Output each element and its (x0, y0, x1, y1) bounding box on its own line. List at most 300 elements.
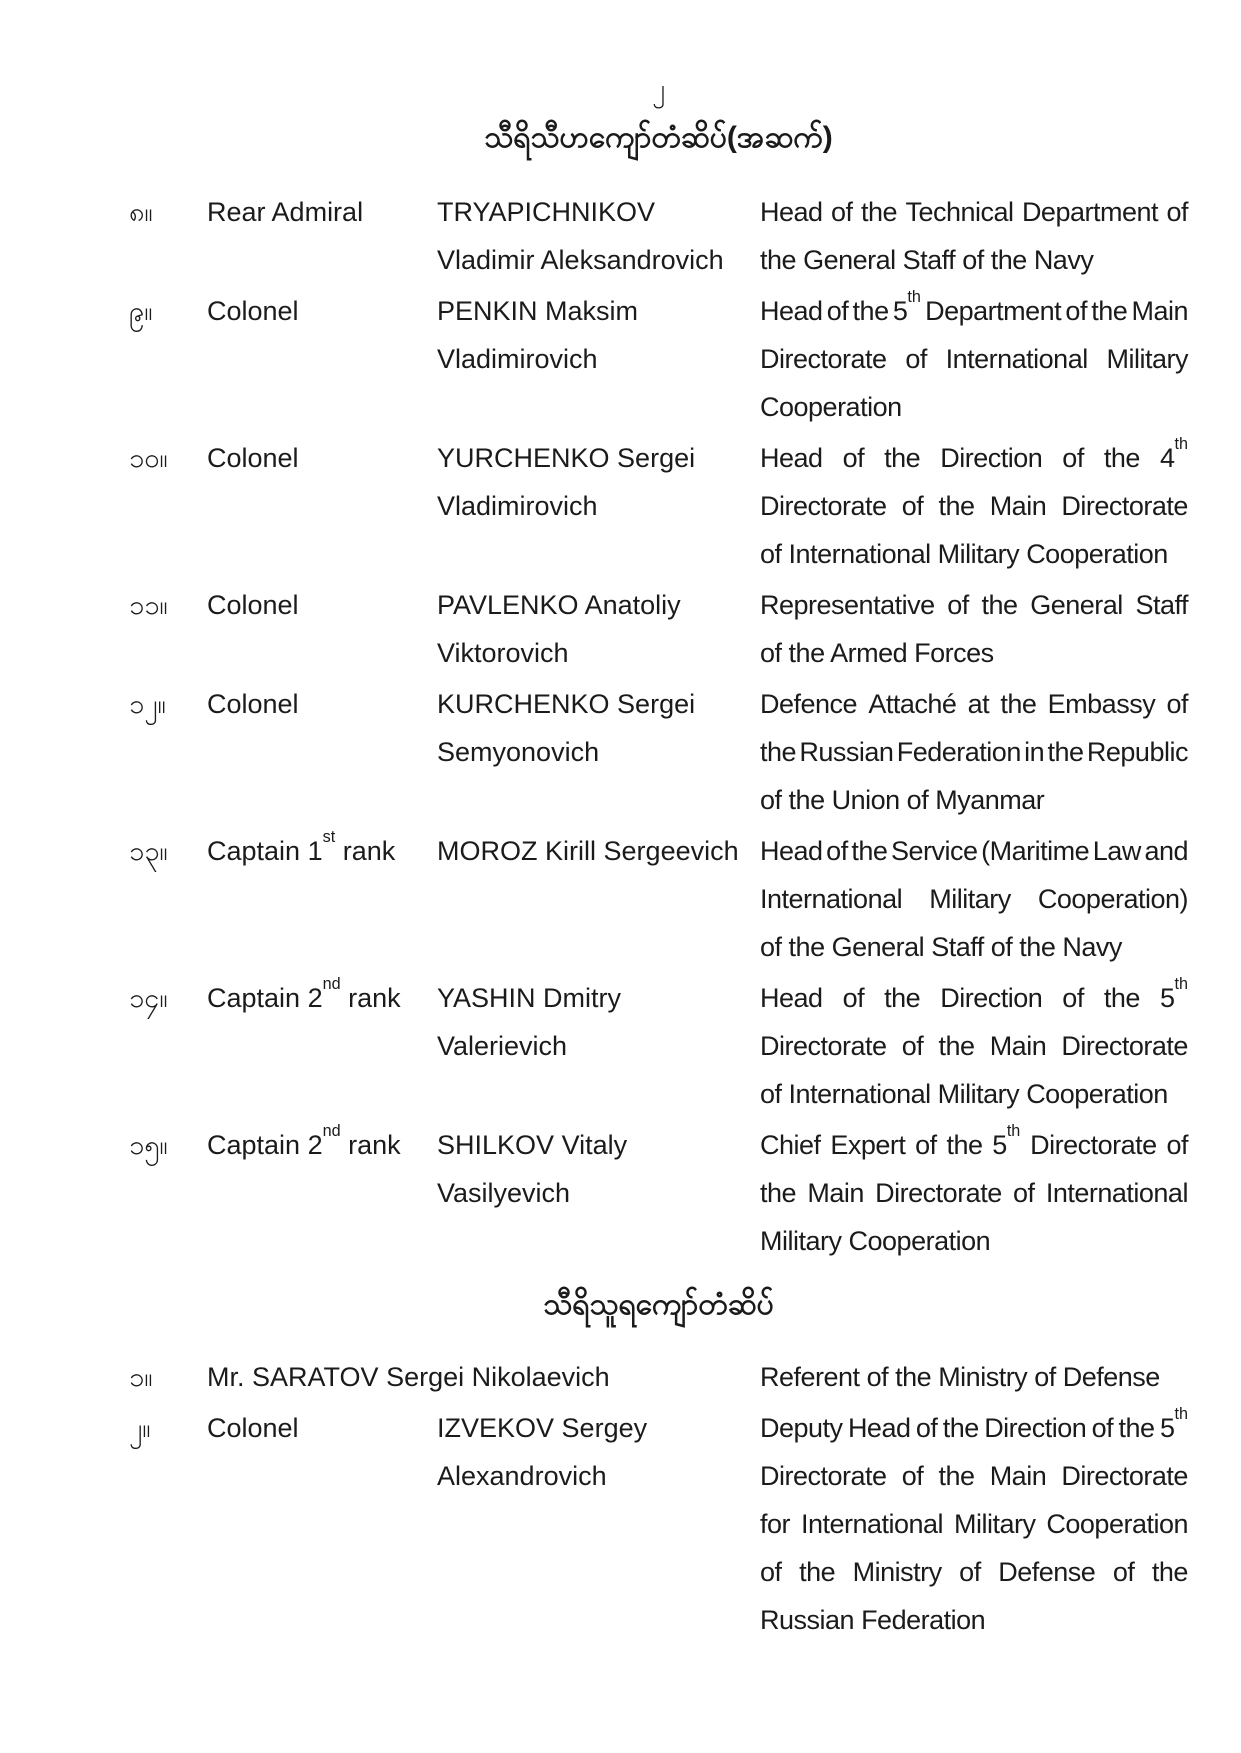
word: Expert (830, 1130, 906, 1160)
word: Chief (760, 1130, 821, 1160)
word: SHILKOV (437, 1130, 555, 1160)
word: Republic (1086, 737, 1188, 767)
word: the (799, 1557, 836, 1587)
word: ၁။ (129, 1362, 153, 1392)
word: ၉။ (129, 296, 153, 326)
word: International (800, 1509, 944, 1539)
entry-name (437, 287, 760, 431)
word: of (1062, 983, 1084, 1013)
word: Directorate (760, 1461, 887, 1491)
word: of (962, 245, 984, 275)
text-line (760, 1548, 1188, 1596)
text-line (760, 1500, 1188, 1548)
word: of (842, 983, 865, 1013)
text-line (129, 188, 207, 236)
word: 1st (307, 827, 336, 866)
word: the (760, 245, 797, 275)
text-line (207, 680, 437, 728)
text-line (760, 1022, 1188, 1070)
word: Defense (998, 1557, 1096, 1587)
text-line (129, 1353, 207, 1401)
word: the (895, 1362, 932, 1392)
word: 5th (1159, 974, 1188, 1013)
entry-position (760, 581, 1188, 677)
word: Defence (760, 689, 858, 719)
word: of (990, 932, 1013, 962)
word: Colonel (207, 443, 299, 473)
word: Nikolaevich (471, 1362, 610, 1392)
word: Viktorovich (437, 638, 569, 668)
word: Directorate (760, 491, 887, 521)
word: for (760, 1509, 791, 1539)
word: Directorate (760, 1031, 887, 1061)
text-line (760, 482, 1188, 530)
text-line (437, 581, 760, 629)
word: of (760, 932, 782, 962)
word: the (788, 932, 825, 962)
text-line (760, 383, 1188, 431)
entry-row (129, 287, 1188, 431)
word: in (1024, 737, 1045, 767)
text-line (207, 1353, 760, 1401)
text-line (207, 827, 437, 875)
entry-position (760, 434, 1188, 578)
text-line (129, 680, 207, 728)
word: Sergeevich (603, 836, 739, 866)
ordinal-superscript: nd (322, 1121, 341, 1140)
word: IZVEKOV (437, 1413, 555, 1443)
word: ၁၄။ (129, 983, 168, 1013)
word: Russian (760, 1605, 855, 1635)
text-line (437, 287, 760, 335)
entry-position (760, 1353, 1188, 1401)
word: Cooperation) (1037, 884, 1188, 914)
word: (Maritime (981, 836, 1090, 866)
word: of (842, 443, 865, 473)
word: of (915, 1130, 937, 1160)
word: of (1112, 1557, 1135, 1587)
word: the (1118, 1413, 1155, 1443)
word: General (831, 932, 925, 962)
word: of (1166, 197, 1188, 227)
word: Colonel (207, 689, 299, 719)
word: the (1091, 296, 1128, 326)
word: Military (760, 1226, 842, 1256)
entry-name (207, 1353, 760, 1401)
text-line (760, 1121, 1188, 1169)
word: ၁၂။ (129, 689, 166, 719)
text-line (760, 335, 1188, 383)
word: of (1062, 443, 1084, 473)
text-line (207, 287, 437, 335)
word: Navy (1033, 245, 1094, 275)
word: Sergey (561, 1413, 648, 1443)
text-line (760, 581, 1188, 629)
entry-number (129, 188, 207, 284)
page-number: ၂ (652, 73, 665, 103)
word: SARATOV (252, 1362, 379, 1392)
word: Department (1021, 197, 1159, 227)
text-line (129, 287, 207, 335)
word: the (946, 1130, 983, 1160)
text-line (437, 188, 760, 236)
word: Cooperation (1026, 539, 1168, 569)
word: Directorate (1061, 1031, 1188, 1061)
word: the (981, 590, 1018, 620)
word: of (760, 539, 782, 569)
word: Attaché (868, 689, 957, 719)
word: Federation (896, 737, 1021, 767)
word: Federation (861, 1605, 986, 1635)
entry-row (129, 974, 1188, 1118)
entry-position (760, 680, 1188, 824)
word: Head (760, 197, 823, 227)
text-line (760, 680, 1188, 728)
word: 5th (992, 1121, 1021, 1160)
word: Cooperation (1046, 1509, 1188, 1539)
word: of (1013, 1178, 1035, 1208)
text-line (437, 1022, 760, 1070)
word: International (1045, 1178, 1188, 1208)
entry-number (129, 1353, 207, 1401)
word: Technical (905, 197, 1014, 227)
ordinal-superscript: st (322, 827, 336, 846)
word: of (901, 491, 924, 521)
word: Head (760, 443, 823, 473)
text-line (760, 1070, 1188, 1118)
word: Staff (902, 245, 956, 275)
word: International (760, 884, 903, 914)
text-line (437, 1404, 760, 1452)
word: of (760, 1557, 782, 1587)
word: the (1103, 443, 1140, 473)
word: Law (1092, 836, 1141, 866)
word: YASHIN (437, 983, 536, 1013)
word: Ministry (938, 1362, 1028, 1392)
word: Colonel (207, 590, 299, 620)
word: the (942, 1413, 979, 1443)
entry-rank (207, 1404, 437, 1644)
word: the (1151, 1557, 1188, 1587)
word: Rear (207, 197, 266, 227)
entry-position (760, 1121, 1188, 1265)
text-line (760, 875, 1188, 923)
word: International (788, 1079, 931, 1109)
word: the (788, 638, 825, 668)
word: of (1091, 1413, 1114, 1443)
text-line (437, 974, 760, 1022)
text-line (760, 776, 1188, 824)
word: Mr. (207, 1362, 245, 1392)
word: the (938, 1031, 975, 1061)
word: Navy (1062, 932, 1122, 962)
word: the (938, 491, 975, 521)
word: Union (831, 785, 900, 815)
word: Main (989, 1461, 1047, 1491)
word: the (1019, 932, 1056, 962)
word: Defense (1062, 1362, 1160, 1392)
entry-name (437, 974, 760, 1118)
word: and (1144, 836, 1188, 866)
entry-position (760, 188, 1188, 284)
text-line (437, 827, 760, 875)
entry-row (129, 188, 1188, 284)
text-line (760, 728, 1188, 776)
word: of (901, 1031, 924, 1061)
word: Dmitry (543, 983, 622, 1013)
word: of (760, 1079, 782, 1109)
word: of (1034, 1362, 1056, 1392)
entry-name (437, 434, 760, 578)
word: Embassy (1047, 689, 1156, 719)
word: PENKIN (437, 296, 538, 326)
text-line (207, 581, 437, 629)
word: the (884, 983, 921, 1013)
word: Direction (940, 443, 1043, 473)
word: Captain (207, 983, 301, 1013)
entry-row (129, 1121, 1188, 1265)
word: Anatoliy (584, 590, 681, 620)
word: ၈။ (129, 197, 153, 227)
text-line (207, 188, 437, 236)
entry-position (760, 974, 1188, 1118)
word: YURCHENKO (437, 443, 610, 473)
text-line (760, 1404, 1188, 1452)
word: Directorate (1030, 1130, 1157, 1160)
entry-rank (207, 434, 437, 578)
word: Head (760, 836, 823, 866)
entry-number (129, 680, 207, 824)
entry-name (437, 827, 760, 971)
entry-position (760, 1404, 1188, 1644)
text-line (760, 1353, 1188, 1401)
word: of (906, 785, 929, 815)
text-line (207, 974, 437, 1022)
word: Main (989, 1031, 1047, 1061)
word: Vasilyevich (437, 1178, 571, 1208)
word: of (826, 296, 849, 326)
word: the (938, 1461, 975, 1491)
word: Directorate (1061, 491, 1188, 521)
word: Sergei (386, 1362, 465, 1392)
word: 2nd (307, 974, 341, 1013)
word: the (884, 443, 921, 473)
text-line (760, 188, 1188, 236)
word: Alexandrovich (437, 1461, 607, 1491)
text-line (207, 1404, 437, 1452)
ordinal-superscript: nd (322, 974, 341, 993)
word: Semyonovich (437, 737, 600, 767)
word: Department (925, 296, 1062, 326)
word: of (1065, 296, 1087, 326)
word: of (866, 1362, 889, 1392)
text-line (437, 434, 760, 482)
word: International (788, 539, 931, 569)
word: ၁၃။ (129, 836, 168, 866)
entry-rank (207, 974, 437, 1118)
word: Vitaly (561, 1130, 628, 1160)
word: Vladimir (437, 245, 535, 275)
word: Directorate (1061, 1461, 1188, 1491)
entry-row (129, 827, 1188, 971)
entry-number (129, 974, 207, 1118)
word: the (990, 245, 1027, 275)
word: Deputy (760, 1413, 843, 1443)
text-line (129, 581, 207, 629)
word: Colonel (207, 1413, 299, 1443)
word: of (826, 836, 848, 866)
word: Service (891, 836, 978, 866)
text-line (437, 680, 760, 728)
entry-number (129, 1404, 207, 1644)
entry-name (437, 1404, 760, 1644)
entry-number (129, 434, 207, 578)
word: Captain (207, 1130, 301, 1160)
entry-row (129, 1404, 1188, 1644)
text-line (129, 434, 207, 482)
word: Directorate (875, 1178, 1002, 1208)
word: International (945, 344, 1088, 374)
word: of (901, 1461, 924, 1491)
section-1-title: သီရိသီဟကျော်တံဆိပ်(အဆက်) (484, 121, 833, 154)
entry-number (129, 1121, 207, 1265)
entry-row (129, 1353, 1188, 1401)
word: the (788, 785, 825, 815)
word: Vladimirovich (437, 344, 598, 374)
text-line (129, 974, 207, 1022)
word: Staff (1135, 590, 1188, 620)
word: ၁၀။ (129, 443, 168, 473)
word: KURCHENKO (437, 689, 610, 719)
word: Maksim (545, 296, 639, 326)
word: Referent (760, 1362, 860, 1392)
entry-rank (207, 827, 437, 971)
word: Cooperation (760, 392, 902, 422)
word: Directorate (760, 344, 887, 374)
word: the (851, 836, 888, 866)
text-line (437, 482, 760, 530)
word: 5th (1159, 1404, 1188, 1443)
text-line (760, 923, 1188, 971)
word: Main (807, 1178, 864, 1208)
word: Kirill (545, 836, 597, 866)
word: 2nd (307, 1121, 341, 1160)
text-line (760, 287, 1188, 335)
ordinal-superscript: th (1006, 1121, 1021, 1140)
word: of (905, 344, 927, 374)
text-line (437, 728, 760, 776)
text-line (437, 335, 760, 383)
word: Military (937, 539, 1020, 569)
word: rank (342, 836, 396, 866)
word: Head (760, 296, 823, 326)
text-line (760, 236, 1188, 284)
text-line (760, 1169, 1188, 1217)
word: Head (760, 983, 823, 1013)
entry-row (129, 581, 1188, 677)
word: the (852, 296, 889, 326)
entry-number (129, 581, 207, 677)
word: Ministry (852, 1557, 942, 1587)
ordinal-superscript: th (1174, 974, 1188, 993)
word: 5th (892, 287, 921, 326)
entry-row (129, 434, 1188, 578)
word: Russian (799, 737, 894, 767)
word: MOROZ (437, 836, 538, 866)
word: Armed (830, 638, 908, 668)
word: Military (929, 884, 1011, 914)
word: Colonel (207, 296, 299, 326)
word: Admiral (271, 197, 364, 227)
word: Main (989, 491, 1047, 521)
text-line (760, 434, 1188, 482)
entry-rank (207, 680, 437, 824)
word: of (947, 590, 969, 620)
entry-rank (207, 581, 437, 677)
word: the (760, 737, 797, 767)
word: of (959, 1557, 981, 1587)
word: General (803, 245, 896, 275)
text-line (760, 629, 1188, 677)
word: Main (1131, 296, 1188, 326)
word: the (860, 197, 897, 227)
word: rank (348, 1130, 401, 1160)
word: ၁၁။ (129, 590, 168, 620)
word: Military (937, 1079, 1020, 1109)
word: of (1166, 689, 1188, 719)
word: at (967, 689, 990, 719)
word: Captain (207, 836, 301, 866)
word: Forces (914, 638, 994, 668)
ordinal-superscript: th (1174, 1404, 1188, 1423)
word: Aleksandrovich (540, 245, 724, 275)
word: rank (348, 983, 401, 1013)
entry-number (129, 827, 207, 971)
word: Vladimirovich (437, 491, 598, 521)
word: Military (953, 1509, 1036, 1539)
word: of (1166, 1130, 1188, 1160)
entry-rank (207, 1121, 437, 1265)
entry-name (437, 581, 760, 677)
word: of (760, 638, 782, 668)
word: Direction (940, 983, 1043, 1013)
entry-rank (207, 188, 437, 284)
word: Cooperation (1026, 1079, 1168, 1109)
section-1-entries (129, 188, 1188, 1265)
text-line (437, 1452, 760, 1500)
word: Representative (760, 590, 935, 620)
text-line (437, 236, 760, 284)
entry-name (437, 680, 760, 824)
text-line (437, 1121, 760, 1169)
word: Myanmar (935, 785, 1045, 815)
text-line (207, 1121, 437, 1169)
word: General (1030, 590, 1123, 620)
word: PAVLENKO (437, 590, 579, 620)
entry-position (760, 287, 1188, 431)
entry-position (760, 827, 1188, 971)
word: the (1000, 689, 1037, 719)
entry-name (437, 188, 760, 284)
text-line (129, 1121, 207, 1169)
word: Head (847, 1413, 911, 1443)
word: of (830, 197, 853, 227)
word: ၂။ (129, 1413, 151, 1443)
word: of (915, 1413, 938, 1443)
word: Cooperation (848, 1226, 991, 1256)
word: Direction (984, 1413, 1087, 1443)
text-line (129, 1404, 207, 1452)
